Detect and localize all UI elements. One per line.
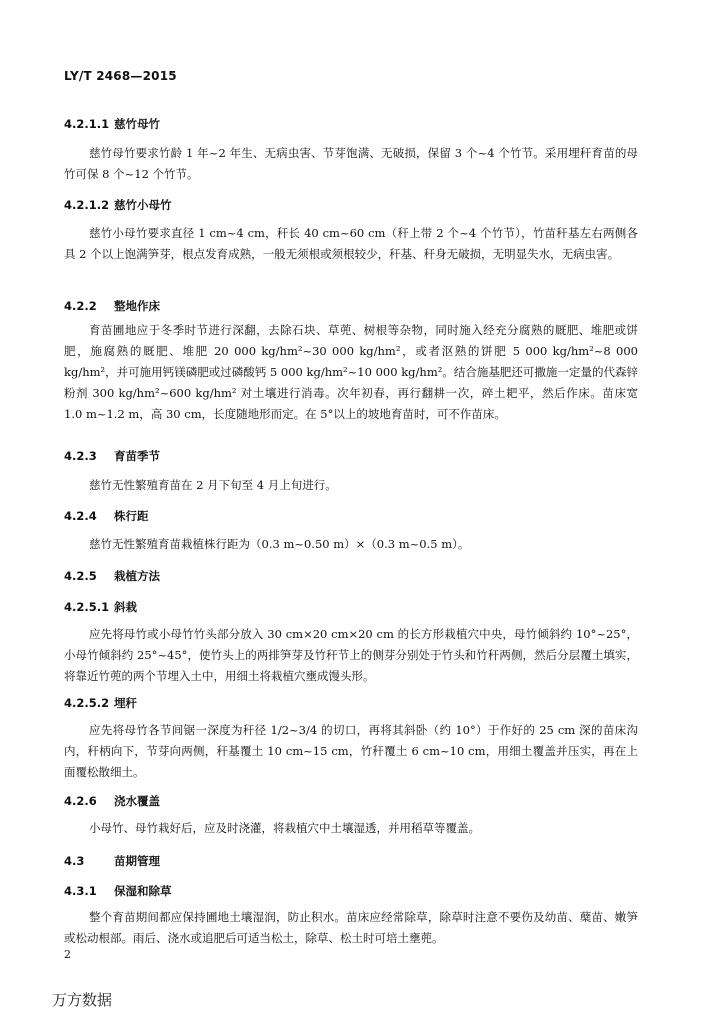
section-heading	[64, 793, 160, 809]
section-title: 埋秆	[114, 696, 137, 710]
section-number: 4.2.5.1	[64, 600, 110, 614]
paragraph: 慈竹无性繁殖育苗栽植株行距为（0.3 m~0.50 m）×（0.3 m~0.5 m）。	[89, 537, 470, 551]
section-heading	[64, 883, 172, 899]
section-title: 慈竹母竹	[114, 117, 160, 131]
paragraph: 应先将母竹或小母竹竹头部分放入 30 cm×20 cm×20 cm 的长方形栽植穴中央，母竹倾斜约 10°~25°，小母竹倾斜约 25°~45°，使竹头上的两排笋芽及竹秆节上的侧芽分别处于竹头和竹秆两侧，然后分层覆土填实，将靠近竹蔸的两个节埋入土中，用细土将栽植穴壅成馒头形。	[64, 627, 638, 683]
section-title: 株行距	[114, 509, 149, 523]
section-number: 4.2.2	[64, 299, 97, 313]
paragraph: 育苗圃地应于冬季时节进行深翻，去除石块、草蔸、树根等杂物，同时施入经充分腐熟的厩肥、堆肥或饼肥，施腐熟的厩肥、堆肥 20 000 kg/hm²~30 000 kg/hm²，或者沤熟的饼肥 5 000 kg/hm²~8 000 kg/hm²，并可施用钙镁磷肥或过磷酸钙 5 000 kg/hm²~10 000 kg/hm²。结合施基肥还可撒施一定量的代森锌粉剂 300 kg/hm²~600 kg/hm² 对土壤进行消毒。次年初春，再行翻耕一次，碎土耙平，然后作床。苗床宽 1.0 m~1.2 m，高 30 cm，长度随地形而定。在 5°以上的坡地育苗时，可不作苗床。	[64, 323, 638, 421]
section-heading	[64, 298, 160, 314]
section-title: 保湿和除草	[114, 884, 172, 898]
section-heading	[64, 197, 172, 213]
paragraph: 应先将母竹各节间锯一深度为秆径 1/2~3/4 的切口，再将其斜卧（约 10°）于作好的 25 cm 深的苗床沟内，秆柄向下，节芽向两侧，秆基覆土 10 cm~15 cm，竹秆覆土 6 cm~10 cm，用细土覆盖并压实，再在上面覆松散细土。	[64, 723, 638, 779]
section-number: 4.2.3	[64, 449, 97, 463]
section-number: 4.3	[64, 854, 85, 868]
section-number: 4.2.4	[64, 509, 97, 523]
watermark: 万方数据	[52, 991, 113, 1009]
section-heading	[64, 695, 137, 711]
section-heading	[64, 116, 160, 132]
section-number: 4.2.1.2	[64, 198, 110, 212]
section-title: 整地作床	[114, 299, 160, 313]
section-title: 斜栽	[114, 600, 137, 614]
paragraph: 小母竹、母竹栽好后，应及时浇灌，将栽植穴中土壤湿透，并用稻草等覆盖。	[89, 821, 480, 835]
paragraph: 慈竹小母竹要求直径 1 cm~4 cm，秆长 40 cm~60 cm（秆上带 2 个~4 个竹节），竹苗秆基左右两侧各具 2 个以上饱满笋芽，根点发育成熟，一般无须根或须根较少，秆基、秆身无破损，无明显失水，无病虫害。	[64, 226, 638, 261]
section-title: 栽植方法	[114, 569, 160, 583]
paragraph: 慈竹无性繁殖育苗在 2 月下旬至 4 月上旬进行。	[89, 478, 337, 492]
section-heading	[64, 508, 149, 524]
document-code: LY/T 2468—2015	[64, 69, 177, 83]
page-number: 2	[64, 948, 71, 961]
section-heading	[64, 448, 160, 464]
section-number: 4.2.1.1	[64, 117, 110, 131]
section-title: 慈竹小母竹	[114, 198, 172, 212]
section-heading	[64, 599, 137, 615]
paragraph: 整个育苗期间都应保持圃地土壤湿润，防止积水。苗床应经常除草，除草时注意不要伤及幼苗、蘖苗、嫩笋或松动根部。雨后、浇水或追肥后可适当松土，除草、松土时可培土壅蔸。	[64, 910, 638, 945]
section-title: 苗期管理	[114, 854, 160, 868]
section-heading	[64, 853, 160, 869]
section-number: 4.3.1	[64, 884, 97, 898]
section-number: 4.2.5	[64, 569, 97, 583]
section-number: 4.2.5.2	[64, 696, 110, 710]
section-number: 4.2.6	[64, 794, 97, 808]
section-heading	[64, 568, 160, 584]
section-title: 浇水覆盖	[114, 794, 160, 808]
paragraph: 慈竹母竹要求竹龄 1 年~2 年生、无病虫害、节芽饱满、无破损，保留 3 个~4 个竹节。采用埋秆育苗的母竹可保 8 个~12 个竹节。	[64, 146, 638, 181]
section-title: 育苗季节	[114, 449, 160, 463]
